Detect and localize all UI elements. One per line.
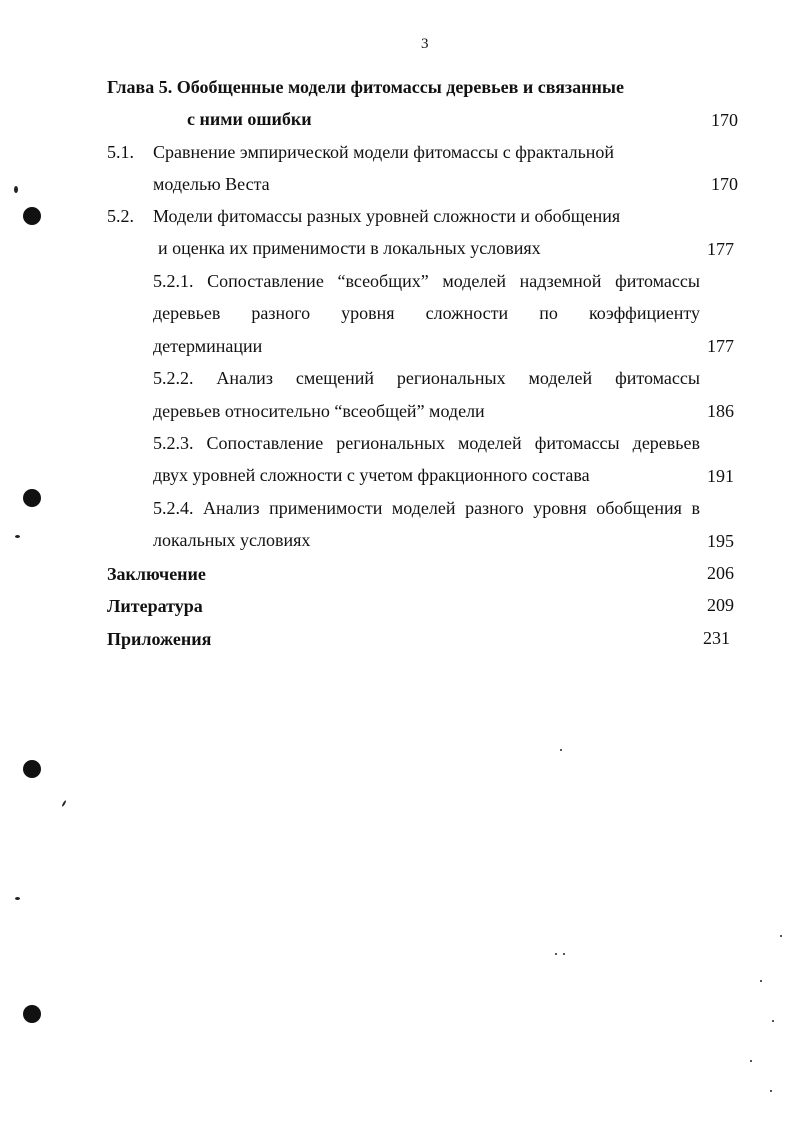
punch-hole-icon xyxy=(23,760,41,778)
subsection-title-line1: 5.2.2. Анализ смещений региональных моделей фитомассы xyxy=(153,368,700,388)
subsection-page: 191 xyxy=(707,466,734,486)
subsection-title-line2: двух уровней сложности с учетом фракционного состава xyxy=(153,465,590,485)
punch-hole-icon xyxy=(23,489,41,507)
literature-page: 209 xyxy=(707,595,734,615)
section-page: 170 xyxy=(711,174,738,194)
section-number: 5.1. xyxy=(107,142,134,162)
section-number: 5.2. xyxy=(107,206,134,226)
chapter-title-line1: Глава 5. Обобщенные модели фитомассы деревьев и связанные xyxy=(107,77,624,97)
scan-speck xyxy=(770,1090,772,1092)
subsection-title-line1: 5.2.3. Сопоставление региональных моделей фитомассы деревьев xyxy=(153,433,700,453)
conclusion-label: Заключение xyxy=(107,564,206,584)
punch-hole-icon xyxy=(23,207,41,225)
literature-label: Литература xyxy=(107,596,203,616)
subsection-title-line2: деревьев относительно “всеобщей” модели xyxy=(153,401,485,421)
section-title-line1: Сравнение эмпирической модели фитомассы с фрактальной xyxy=(153,142,615,162)
subsection-title-line1: 5.2.4. Анализ применимости моделей разного уровня обобщения в xyxy=(153,498,700,518)
page-number: 3 xyxy=(421,36,429,52)
scan-speck xyxy=(563,953,565,955)
scan-speck xyxy=(15,897,20,900)
section-title-line2: и оценка их применимости в локальных условиях xyxy=(158,238,541,258)
appendices-page: 231 xyxy=(703,628,730,648)
scan-speck xyxy=(750,1060,752,1062)
subsection-page: 195 xyxy=(707,531,734,551)
section-page: 177 xyxy=(707,239,734,259)
scan-speck xyxy=(61,800,66,807)
scan-speck xyxy=(560,749,562,751)
appendices-label: Приложения xyxy=(107,629,212,649)
subsection-title-line2: локальных условиях xyxy=(153,530,311,550)
scan-speck xyxy=(15,535,20,538)
section-title-line2: моделью Веста xyxy=(153,174,270,194)
scan-speck xyxy=(555,953,557,955)
punch-hole-icon xyxy=(23,1005,41,1023)
chapter-page: 170 xyxy=(711,110,738,130)
chapter-title-line2: с ними ошибки xyxy=(187,109,312,129)
conclusion-page: 206 xyxy=(707,563,734,583)
section-title-line1: Модели фитомассы разных уровней сложности и обобщения xyxy=(153,206,621,226)
scan-speck xyxy=(780,935,782,937)
subsection-title-line3: детерминации xyxy=(153,336,263,356)
scan-speck xyxy=(772,1020,774,1022)
scan-speck xyxy=(14,186,18,193)
subsection-page: 177 xyxy=(707,336,734,356)
subsection-title-line1: 5.2.1. Сопоставление “всеобщих” моделей надземной фитомассы xyxy=(153,271,700,291)
subsection-page: 186 xyxy=(707,401,734,421)
scan-speck xyxy=(760,980,762,982)
subsection-title-line2: деревьев разного уровня сложности по коэффициенту xyxy=(153,303,700,323)
